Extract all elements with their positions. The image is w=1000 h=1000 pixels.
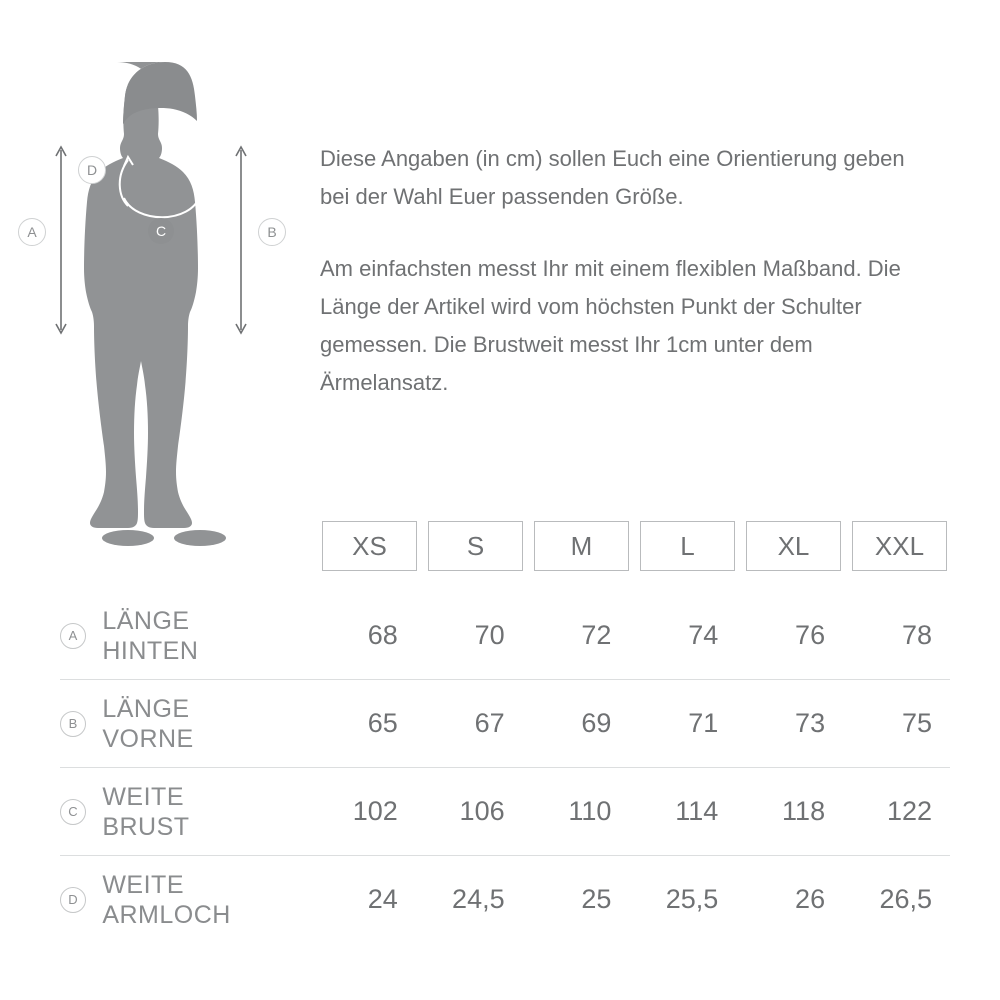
- row-label-line2: ARMLOCH: [102, 900, 231, 929]
- marker-d-armhole: D: [78, 156, 106, 184]
- cell-value: 24,5: [452, 884, 505, 914]
- row-label-line2: VORNE: [102, 724, 194, 753]
- silhouette-left-foot: [102, 530, 154, 546]
- size-box-xl: XL: [746, 521, 841, 571]
- row-label-line1: WEITE: [102, 782, 184, 811]
- size-box-m: M: [534, 521, 629, 571]
- row-label-line1: LÄNGE: [102, 694, 190, 723]
- cell-value: 71: [688, 708, 719, 738]
- cell-value: 76: [795, 620, 826, 650]
- marker-b-front-length: B: [258, 218, 286, 246]
- table-row: [60, 856, 950, 944]
- measurements-table: [60, 592, 950, 943]
- cell-value: 122: [886, 796, 932, 826]
- cell-value: 25: [581, 884, 612, 914]
- cell-value: 118: [782, 796, 826, 826]
- cell-value: 24: [367, 884, 398, 914]
- row-badge-b: B: [60, 711, 86, 737]
- cell-value: 26,5: [879, 884, 932, 914]
- size-box-xs: XS: [322, 521, 417, 571]
- marker-c-chest-width: C: [148, 218, 174, 244]
- intro-paragraph-2: Am einfachsten messt Ihr mit einem flexiblen Maßband. Die Länge der Artikel wird vom höchsten Punkt der Schulter gemessen. Die Brustweit messt Ihr 1cm unter dem Ärmelansatz.: [320, 256, 901, 395]
- row-label-line2: HINTEN: [102, 636, 199, 665]
- silhouette-right-foot: [174, 530, 226, 546]
- row-label-weite-armloch: [102, 856, 309, 944]
- silhouette-body: [84, 62, 198, 528]
- size-box-l: L: [640, 521, 735, 571]
- row-badge-cell: [60, 856, 102, 944]
- cell-value: 75: [901, 708, 932, 738]
- cell-value: 74: [688, 620, 719, 650]
- size-box-s: S: [428, 521, 523, 571]
- table-row: [60, 680, 950, 768]
- row-badge-cell: [60, 680, 102, 768]
- cell-value: 114: [675, 796, 719, 826]
- row-badge-c: C: [60, 799, 86, 825]
- cell-value: 78: [901, 620, 932, 650]
- cell-value: 65: [367, 708, 398, 738]
- row-label-line2: BRUST: [102, 812, 190, 841]
- row-label-weite-brust: [102, 768, 309, 856]
- cell-value: 73: [795, 708, 826, 738]
- cell-value: 68: [367, 620, 398, 650]
- figure-illustration: [0, 0, 300, 580]
- measure-line-a: [56, 147, 66, 333]
- measure-line-b: [236, 147, 246, 333]
- cell-value: 72: [581, 620, 612, 650]
- row-badge-cell: [60, 592, 102, 680]
- cell-value: 69: [581, 708, 612, 738]
- row-label-laenge-vorne: [102, 680, 309, 768]
- marker-a-total-length: A: [18, 218, 46, 246]
- size-header-row: [322, 521, 950, 571]
- row-badge-d: D: [60, 887, 86, 913]
- female-body-silhouette-svg: [0, 0, 300, 580]
- cell-value: 110: [568, 796, 612, 826]
- size-box-xxl: XXL: [852, 521, 947, 571]
- row-label-line1: WEITE: [102, 870, 184, 899]
- row-badge-a: A: [60, 623, 86, 649]
- row-badge-cell: [60, 768, 102, 856]
- cell-value: 26: [795, 884, 826, 914]
- cell-value: 25,5: [665, 884, 719, 914]
- cell-value: 67: [474, 708, 505, 738]
- cell-value: 70: [474, 620, 505, 650]
- cell-value: 106: [459, 796, 505, 826]
- row-label-line1: LÄNGE: [102, 606, 190, 635]
- intro-text-block: [320, 140, 920, 402]
- table-row: [60, 592, 950, 680]
- table-row: [60, 768, 950, 856]
- row-label-laenge-hinten: [102, 592, 309, 680]
- intro-paragraph-1: Diese Angaben (in cm) sollen Euch eine Orientierung geben bei der Wahl Euer passenden Größe.: [320, 146, 905, 209]
- cell-value: 102: [352, 796, 398, 826]
